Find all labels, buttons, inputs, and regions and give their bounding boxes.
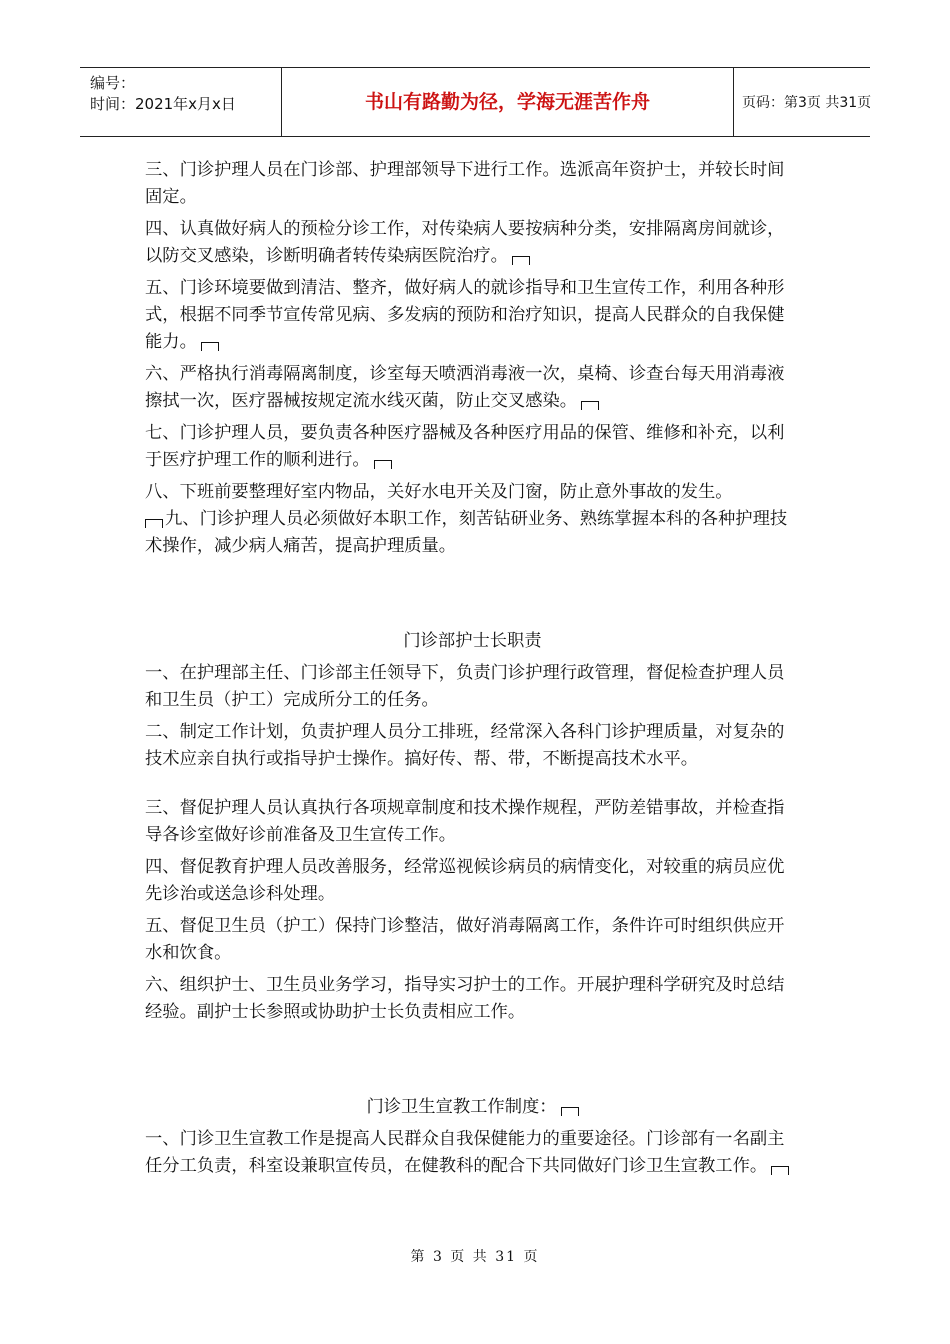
- paragraph: 三、督促护理人员认真执行各项规章制度和技术操作规程，严防差错事故，并检查指导各诊室做好诊前准备及卫生宣传工作。: [145, 798, 785, 845]
- header-meta-cell: [80, 68, 282, 136]
- paragraph: 二、制定工作计划，负责护理人员分工排班，经常深入各科门诊护理质量，对复杂的技术应亲自执行或指导护士操作。搞好传、帮、带，不断提高技术水平。: [145, 722, 785, 769]
- paragraph: 九、门诊护理人员必须做好本职工作，刻苦钻研业务、熟练掌握本科的各种护理技术操作，减少病人痛苦，提高护理质量。: [145, 509, 788, 556]
- motto: 书山有路勤为径，学海无涯苦作舟: [282, 68, 734, 136]
- paragraph: 六、严格执行消毒隔离制度，诊室每天喷洒消毒液一次，桌椅、诊查台每天用消毒液擦拭一次，医疗器械按规定流水线灭菌，防止交叉感染。: [145, 364, 785, 411]
- paragraph-mark-icon: [561, 1107, 579, 1116]
- paragraph: 八、下班前要整理好室内物品，关好水电开关及门窗，防止意外事故的发生。: [145, 482, 733, 502]
- section-title: 门诊部护士长职责: [403, 631, 542, 651]
- paragraph: 五、门诊环境要做到清洁、整齐，做好病人的就诊指导和卫生宣传工作，利用各种形式，根据不同季节宣传常见病、多发病的预防和治疗知识，提高人民群众的自我保健能力。: [145, 278, 785, 352]
- paragraph-mark-icon: [512, 256, 530, 265]
- paragraph: 一、门诊卫生宣教工作是提高人民群众自我保健能力的重要途径。门诊部有一名副主任分工负责，科室设兼职宣传员，在健教科的配合下共同做好门诊卫生宣教工作。: [145, 1126, 800, 1180]
- time-label: 时间：2021年x月x日: [90, 95, 236, 113]
- number-label: 编号：: [90, 74, 136, 92]
- paragraph-mark-icon: [201, 342, 219, 351]
- paragraph: 三、门诊护理人员在门诊部、护理部领导下进行工作。选派高年资护士，并较长时间固定。: [145, 160, 785, 207]
- page-footer: 第 3 页 共 31 页: [410, 1249, 540, 1265]
- paragraph-mark-icon: [771, 1166, 789, 1175]
- paragraph: 一、在护理部主任、门诊部主任领导下，负责门诊护理行政管理，督促检查护理人员和卫生员（护工）完成所分工的任务。: [145, 663, 785, 710]
- paragraph: 七、门诊护理人员，要负责各种医疗器械及各种医疗用品的保管、维修和补充，以利于医疗护理工作的顺利进行。: [145, 423, 785, 470]
- paragraph-mark-icon: [374, 460, 392, 469]
- paragraph-mark-icon: [145, 519, 163, 528]
- document-header: [80, 67, 870, 137]
- page-info: 页码：第3页 共31页: [742, 95, 872, 111]
- paragraph: 四、认真做好病人的预检分诊工作，对传染病人要按病种分类，安排隔离房间就诊，以防交叉感染，诊断明确者转传染病医院治疗。: [145, 219, 785, 266]
- paragraph: 六、组织护士、卫生员业务学习，指导实习护士的工作。开展护理科学研究及时总结经验。副护士长参照或协助护士长负责相应工作。: [145, 975, 785, 1022]
- section-title: 门诊卫生宣教工作制度：: [145, 1094, 800, 1121]
- paragraph: 五、督促卫生员（护工）保持门诊整洁，做好消毒隔离工作，条件许可时组织供应开水和饮食。: [145, 916, 785, 963]
- document-body: [145, 157, 800, 1185]
- paragraph-mark-icon: [581, 401, 599, 410]
- paragraph: 四、督促教育护理人员改善服务，经常巡视候诊病员的病情变化，对较重的病员应优先诊治或送急诊科处理。: [145, 857, 785, 904]
